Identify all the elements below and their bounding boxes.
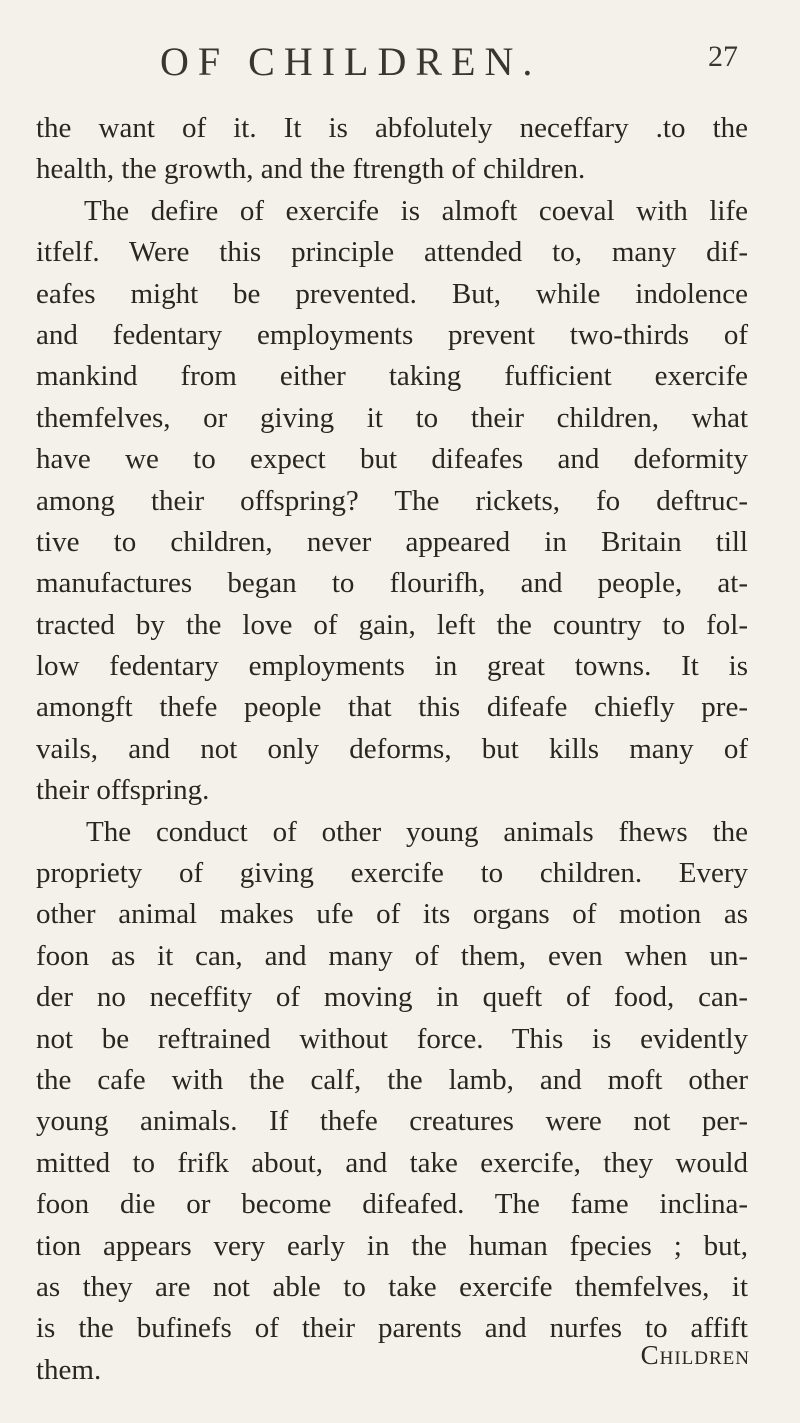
text-line: other animal makes ufe of its organs of motion as bbox=[36, 898, 748, 931]
text-line: tracted by the love of gain, left the country to fol- bbox=[36, 608, 748, 641]
paragraph-start-line: The conduct of other young animals fhews the bbox=[86, 815, 748, 848]
text-line: not be reftrained without force. This is evidently bbox=[36, 1022, 748, 1055]
catchword: Children bbox=[640, 1340, 750, 1370]
text-line: themfelves, or giving it to their children, what bbox=[36, 401, 748, 434]
text-line: itfelf. Were this principle attended to, many dif- bbox=[36, 236, 748, 269]
text-line: and fedentary employments prevent two-thirds of bbox=[36, 318, 748, 351]
text-line: vails, and not only deforms, but kills many of bbox=[36, 732, 748, 765]
text-line: the want of it. It is abfolutely neceffary .to the bbox=[36, 112, 748, 144]
text-line: amongft thefe people that this difeafe chiefly pre- bbox=[36, 691, 748, 724]
running-head bbox=[0, 38, 800, 98]
paragraph-start-line: The defire of exercife is almoft coeval with life bbox=[84, 194, 748, 227]
text-line: the cafe with the calf, the lamb, and moft other bbox=[36, 1063, 748, 1096]
text-line: tion appears very early in the human fpecies ; but, bbox=[36, 1229, 748, 1262]
text-line: is the bufinefs of their parents and nurfes to affift bbox=[36, 1312, 748, 1345]
text-line: propriety of giving exercife to children. Every bbox=[36, 857, 748, 890]
page-number: 27 bbox=[708, 40, 738, 73]
text-line: young animals. If thefe creatures were not per- bbox=[36, 1105, 748, 1138]
text-line: them. bbox=[36, 1353, 102, 1386]
text-line: mitted to frifk about, and take exercife, they would bbox=[36, 1146, 748, 1179]
text-line: health, the growth, and the ftrength of children. bbox=[36, 153, 586, 186]
running-title: OF CHILDREN. bbox=[160, 39, 542, 84]
text-line: mankind from either taking fufficient exercife bbox=[36, 360, 748, 393]
text-line: manufactures began to flourifh, and people, at- bbox=[36, 567, 748, 600]
body-text bbox=[36, 108, 748, 1391]
text-line: eafes might be prevented. But, while indolence bbox=[36, 277, 748, 310]
text-line: as they are not able to take exercife themfelves, it bbox=[36, 1270, 748, 1303]
text-line: der no neceffity of moving in queft of food, can- bbox=[36, 981, 748, 1014]
text-line: tive to children, never appeared in Britain till bbox=[36, 525, 748, 558]
text-line: foon die or become difeafed. The fame inclina- bbox=[36, 1188, 748, 1221]
text-line: among their offspring? The rickets, fo deftruc- bbox=[36, 484, 748, 517]
text-line: foon as it can, and many of them, even when un- bbox=[36, 939, 748, 972]
text-line: their offspring. bbox=[36, 774, 210, 807]
text-line: low fedentary employments in great towns. It is bbox=[36, 650, 748, 683]
text-line: have we to expect but difeafes and deformity bbox=[36, 443, 748, 476]
